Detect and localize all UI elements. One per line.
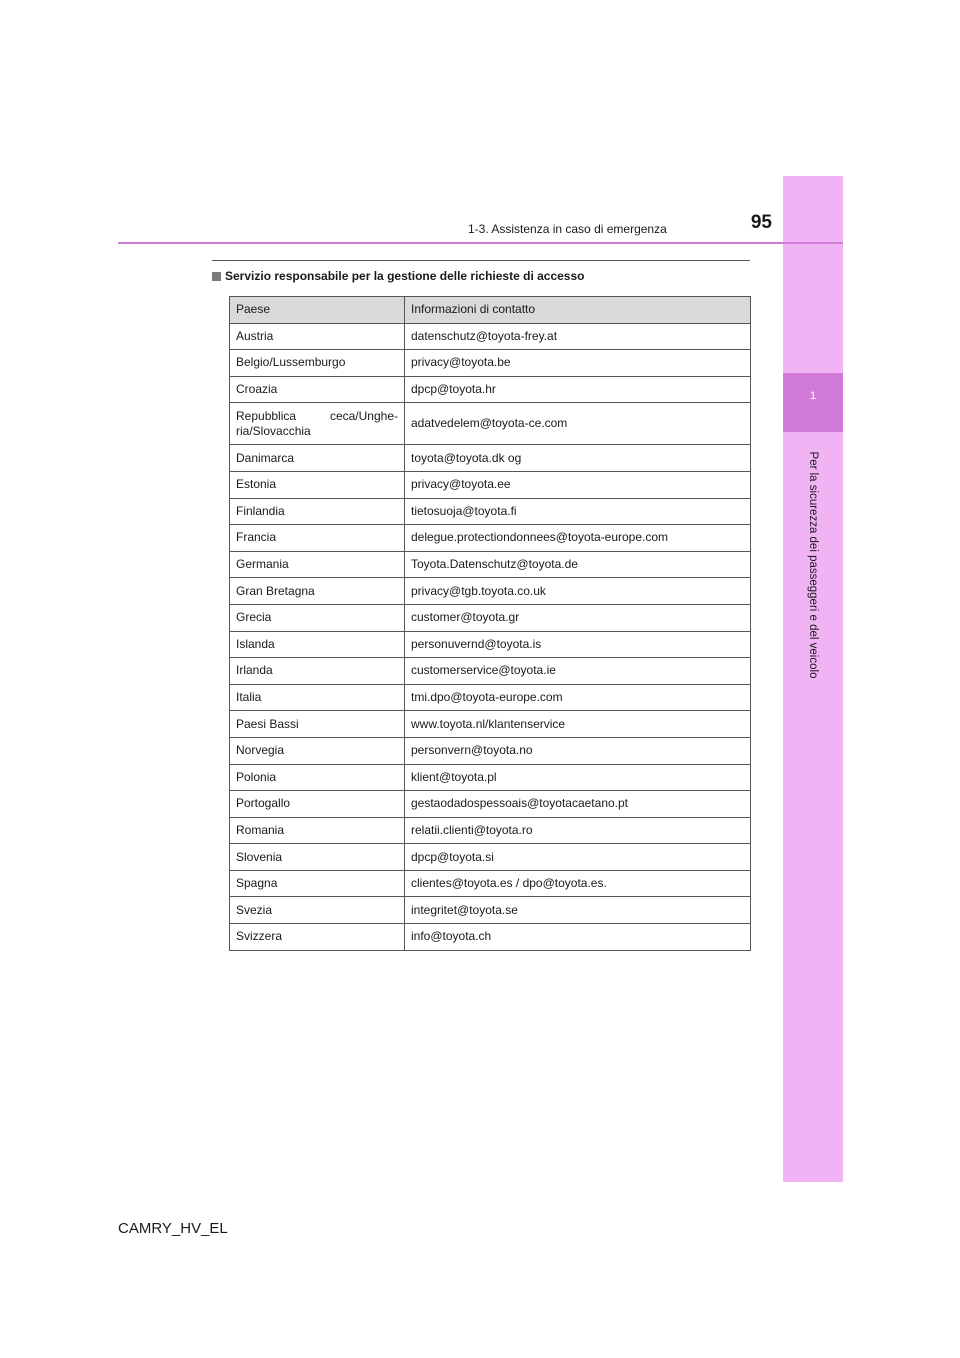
table-row [230,578,751,605]
column-header-contact: Informazioni di contatto [405,297,751,324]
table-row [230,870,751,897]
table-row [230,376,751,403]
contact-cell: privacy@tgb.toyota.co.uk [405,578,751,605]
contact-cell: personuvernd@toyota.is [405,631,751,658]
country-cell: Belgio/Lussemburgo [230,350,405,377]
contact-cell: privacy@toyota.be [405,350,751,377]
table-row [230,525,751,552]
page-number: 95 [750,212,772,233]
side-tab-active-chapter [783,373,843,432]
country-cell: Svezia [230,897,405,924]
contact-cell: integritet@toyota.se [405,897,751,924]
side-tab [783,176,843,1182]
country-cell: Austria [230,323,405,350]
country-cell: Danimarca [230,445,405,472]
country-cell: Spagna [230,870,405,897]
country-cell: Germania [230,551,405,578]
contacts-table [229,296,751,951]
table-row [230,551,751,578]
table-row [230,471,751,498]
contact-cell: tietosuoja@toyota.fi [405,498,751,525]
table-row [230,350,751,377]
country-cell: Finlandia [230,498,405,525]
country-cell: Italia [230,684,405,711]
contact-cell: delegue.protectiondonnees@toyota-europe.com [405,525,751,552]
section-title: 1-3. Assistenza in caso di emergenza [468,222,667,236]
header-divider [118,242,843,244]
table-header-row [230,297,751,324]
contact-cell: dpcp@toyota.hr [405,376,751,403]
contact-cell: clientes@toyota.es / dpo@toyota.es. [405,870,751,897]
table-row [230,924,751,951]
contact-cell: customer@toyota.gr [405,604,751,631]
table-row [230,817,751,844]
table-row [230,764,751,791]
country-cell: Romania [230,817,405,844]
contact-cell: tmi.dpo@toyota-europe.com [405,684,751,711]
contact-cell: klient@toyota.pl [405,764,751,791]
country-cell: Paesi Bassi [230,711,405,738]
chapter-number: 1 [809,390,817,402]
table-row [230,684,751,711]
table-row [230,403,751,445]
country-cell: Estonia [230,471,405,498]
country-cell: Irlanda [230,658,405,685]
table-row [230,844,751,871]
contact-cell: Toyota.Datenschutz@toyota.de [405,551,751,578]
country-cell: Norvegia [230,737,405,764]
bullet-square-icon [212,272,221,281]
table-row [230,658,751,685]
contact-cell: privacy@toyota.ee [405,471,751,498]
table-row [230,791,751,818]
table-row [230,604,751,631]
table-row [230,711,751,738]
contact-cell: gestaodadospessoais@toyotacaetano.pt [405,791,751,818]
country-cell: Svizzera [230,924,405,951]
contact-cell: datenschutz@toyota-frey.at [405,323,751,350]
chapter-label: Per la sicurezza dei passeggeri e del veicolo [807,451,819,679]
contact-cell: toyota@toyota.dk og [405,445,751,472]
subsection-heading [212,269,584,283]
subsection-divider [212,260,750,261]
table-row [230,631,751,658]
contact-cell: info@toyota.ch [405,924,751,951]
table-row [230,323,751,350]
country-cell: Grecia [230,604,405,631]
contact-cell: adatvedelem@toyota-ce.com [405,403,751,445]
footer-document-code: CAMRY_HV_EL [118,1220,228,1237]
country-cell: Repubblica ceca/Unghe-ria/Slovacchia [230,403,405,445]
subsection-heading-text: Servizio responsabile per la gestione delle richieste di accesso [225,269,585,283]
contact-cell: www.toyota.nl/klantenservice [405,711,751,738]
country-cell: Portogallo [230,791,405,818]
country-cell: Gran Bretagna [230,578,405,605]
contact-cell: relatii.clienti@toyota.ro [405,817,751,844]
country-cell: Croazia [230,376,405,403]
contact-cell: personvern@toyota.no [405,737,751,764]
table-row [230,445,751,472]
country-cell: Polonia [230,764,405,791]
table-row [230,897,751,924]
table-row [230,498,751,525]
country-cell: Islanda [230,631,405,658]
column-header-country: Paese [230,297,405,324]
country-cell: Francia [230,525,405,552]
contact-cell: customerservice@toyota.ie [405,658,751,685]
country-cell: Slovenia [230,844,405,871]
contact-cell: dpcp@toyota.si [405,844,751,871]
table-row [230,737,751,764]
